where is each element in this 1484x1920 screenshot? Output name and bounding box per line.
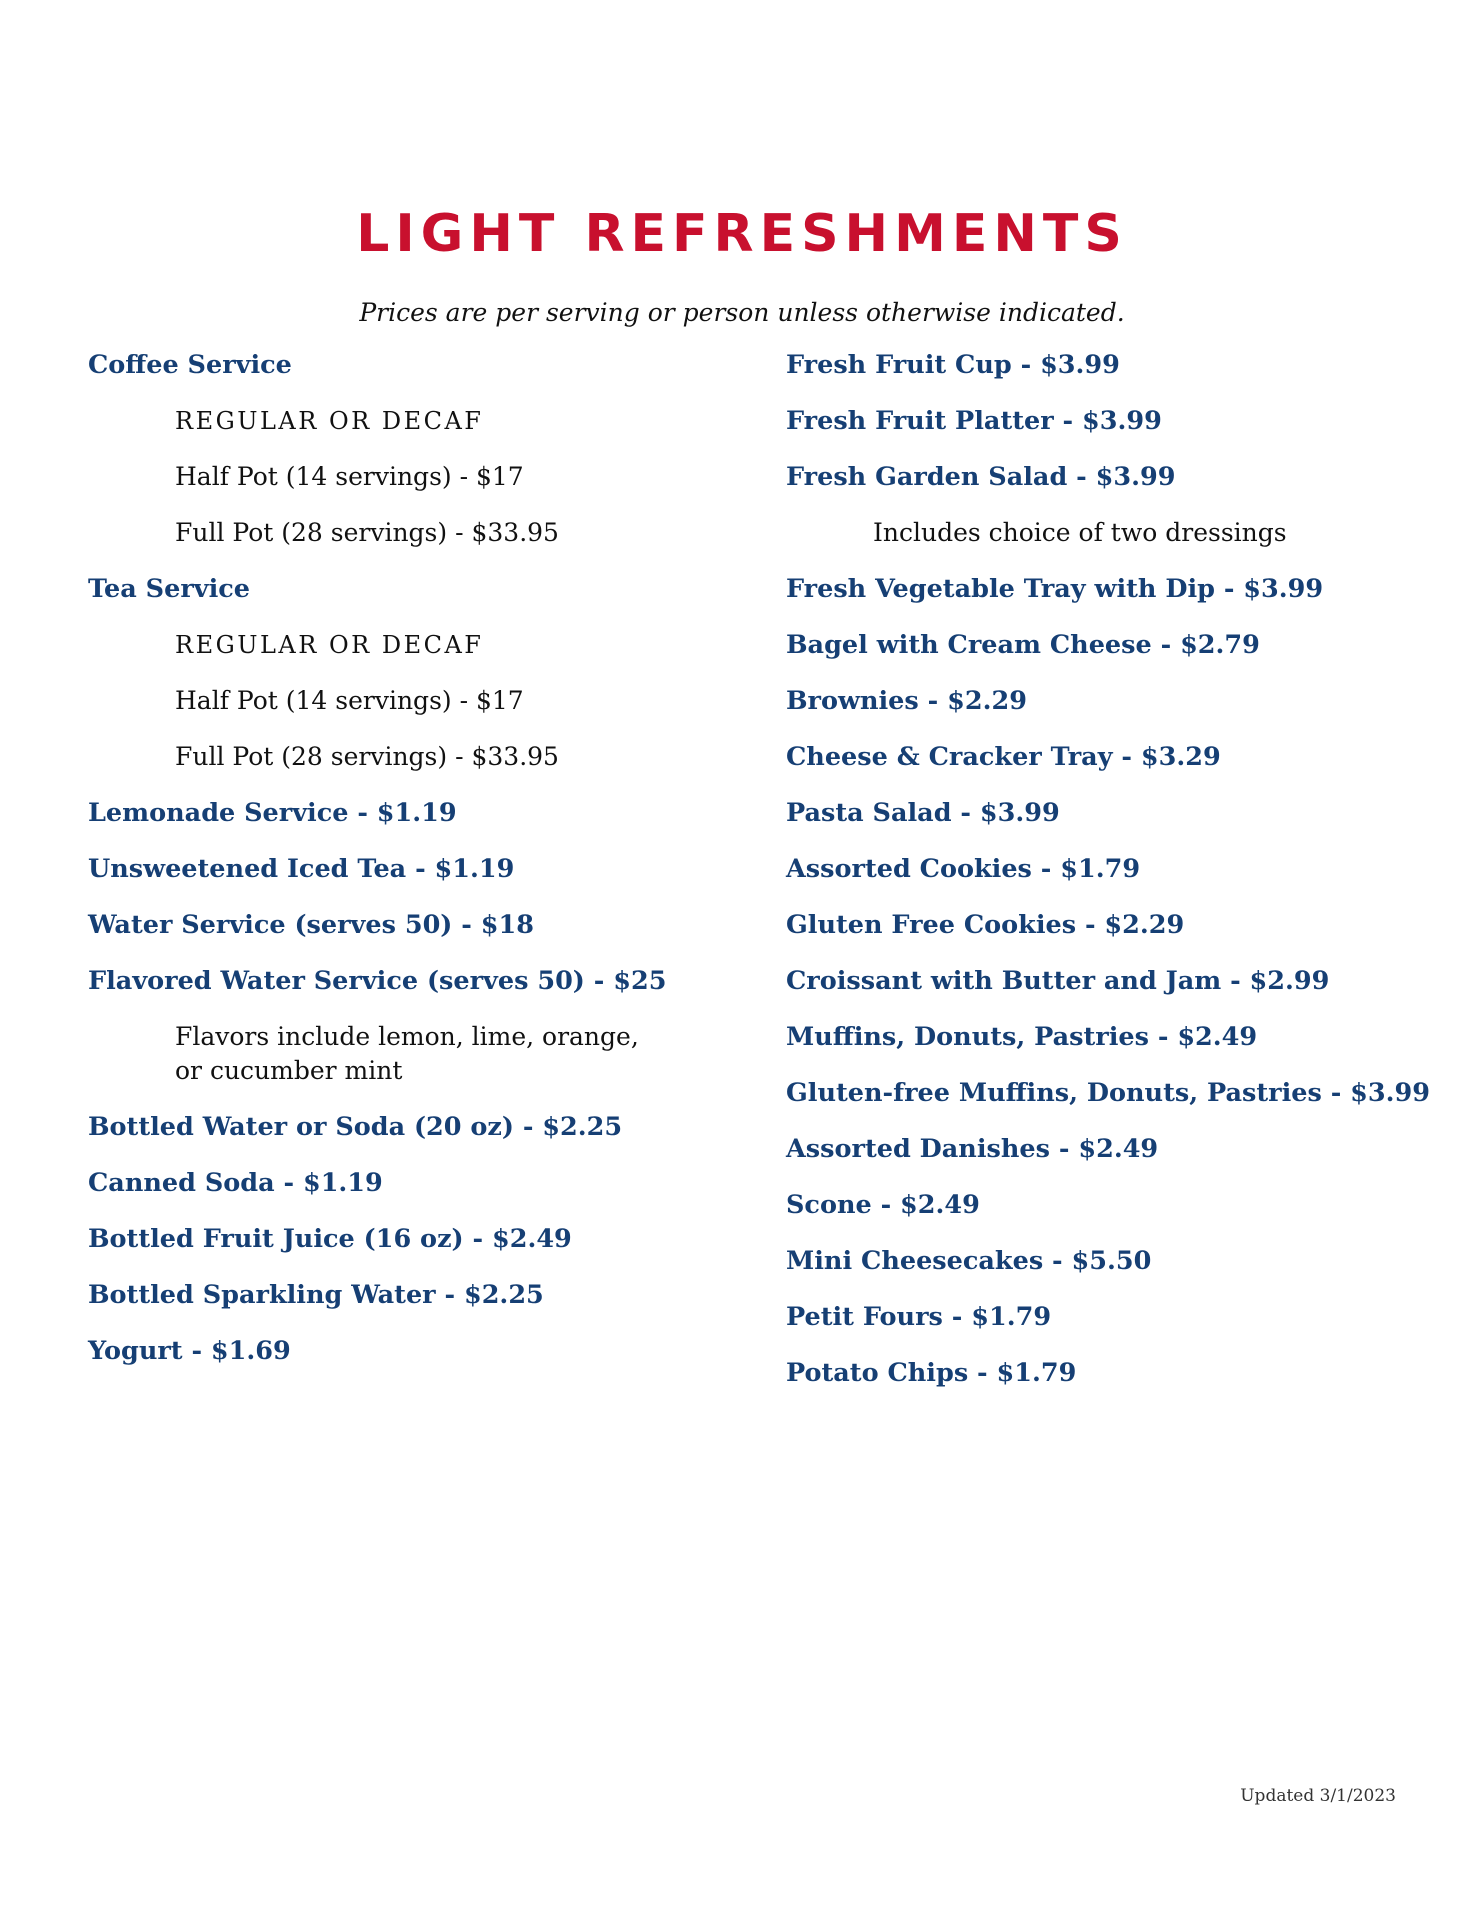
page-subtitle: Prices are per serving or person unless otherwise indicated. [359, 298, 1125, 327]
menu-item: Lemonade Service - $1.19 [88, 798, 457, 828]
menu-item: Yogurt - $1.69 [88, 1336, 291, 1366]
menu-item: Fresh Fruit Cup - $3.99 [786, 350, 1120, 380]
menu-item: Fresh Fruit Platter - $3.99 [786, 406, 1162, 436]
menu-item: Bottled Sparkling Water - $2.25 [88, 1280, 544, 1310]
menu-item: Pasta Salad - $3.99 [786, 798, 1060, 828]
menu-item-detail: Flavors include lemon, lime, orange, or cucumber mint [175, 1022, 639, 1085]
menu-item-detail: Half Pot (14 servings) - $17 [175, 462, 524, 491]
left-menu-column [88, 348, 728, 1390]
menu-item-detail: Half Pot (14 servings) - $17 [175, 686, 524, 715]
menu-item: Mini Cheesecakes - $5.50 [786, 1246, 1152, 1276]
menu-item-option: REGULAR OR DECAF [175, 631, 484, 659]
menu-item: Gluten-free Muffins, Donuts, Pastries - $3.99 [786, 1078, 1431, 1108]
menu-item-detail: Includes choice of two dressings [873, 518, 1287, 547]
menu-item: Water Service (serves 50) - $18 [88, 910, 534, 940]
menu-item: Potato Chips - $1.79 [786, 1358, 1077, 1388]
menu-item: Canned Soda - $1.19 [88, 1168, 383, 1198]
menu-item: Assorted Cookies - $1.79 [786, 854, 1141, 884]
right-menu-column [786, 348, 1446, 1412]
menu-item: Bottled Water or Soda (20 oz) - $2.25 [88, 1112, 623, 1142]
menu-item: Croissant with Butter and Jam - $2.99 [786, 966, 1330, 996]
menu-item: Unsweetened Iced Tea - $1.19 [88, 854, 515, 884]
menu-item: Bottled Fruit Juice (16 oz) - $2.49 [88, 1224, 572, 1254]
menu-item-option: REGULAR OR DECAF [175, 407, 484, 435]
menu-item: Brownies - $2.29 [786, 686, 1027, 716]
menu-item: Assorted Danishes - $2.49 [786, 1134, 1159, 1164]
menu-item: Cheese & Cracker Tray - $3.29 [786, 742, 1221, 772]
menu-item-detail: Full Pot (28 servings) - $33.95 [175, 518, 559, 547]
menu-item: Bagel with Cream Cheese - $2.79 [786, 630, 1260, 660]
menu-item: Fresh Garden Salad - $3.99 [786, 462, 1176, 492]
menu-item: Scone - $2.49 [786, 1190, 980, 1220]
page-title: LIGHT REFRESHMENTS [356, 204, 1128, 264]
menu-item: Flavored Water Service (serves 50) - $25 [88, 966, 667, 996]
menu-item-detail: Full Pot (28 servings) - $33.95 [175, 742, 559, 771]
menu-item: Fresh Vegetable Tray with Dip - $3.99 [786, 574, 1324, 604]
menu-item: Coffee Service [88, 350, 292, 380]
menu-item: Tea Service [88, 574, 251, 604]
menu-item: Muffins, Donuts, Pastries - $2.49 [786, 1022, 1258, 1052]
menu-item: Petit Fours - $1.79 [786, 1302, 1052, 1332]
menu-item: Gluten Free Cookies - $2.29 [786, 910, 1185, 940]
updated-date: Updated 3/1/2023 [1240, 1786, 1396, 1806]
